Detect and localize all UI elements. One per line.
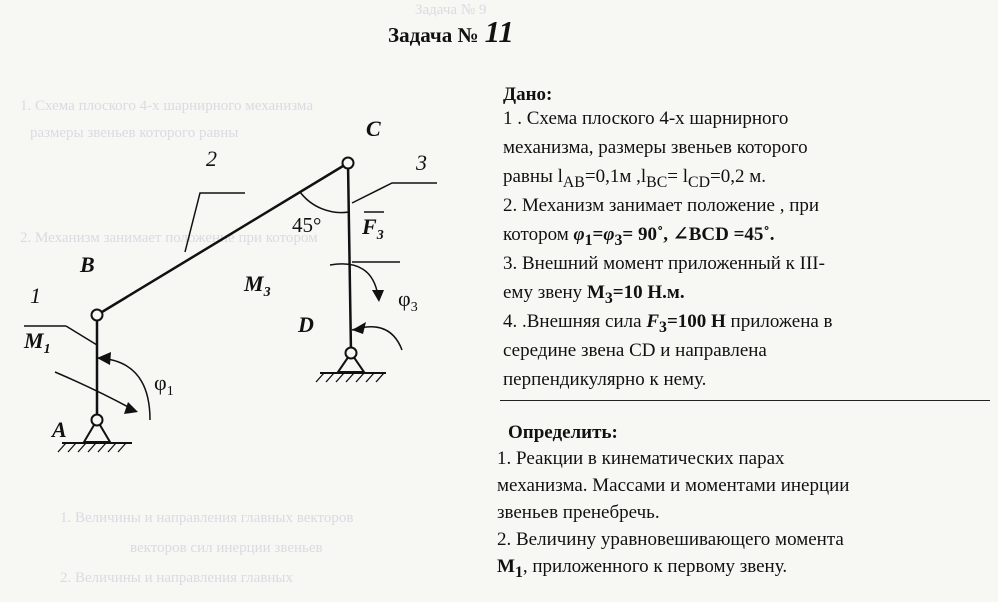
title-number: 11: [484, 14, 514, 49]
find-heading: Определить:: [508, 422, 618, 443]
given-line: 4. .Внешняя сила $F_3=100$ Н приложена в: [503, 311, 833, 336]
ghost-text: 2. Механизм занимает положение при котором: [20, 230, 318, 246]
leader-link-3: [352, 183, 437, 203]
joint-B: [92, 310, 103, 321]
given-line: перпендикулярно к нему.: [503, 369, 707, 390]
label-B: B: [80, 252, 95, 277]
ghost-text: Задача № 9: [415, 2, 487, 18]
given-line: механизма, размеры звеньев которого: [503, 137, 808, 158]
ghost-text: 1. Схема плоского 4-х шарнирного механизма: [20, 98, 313, 114]
given-line: равны $l_{AB}=0,1м$ $,l_{BC}= l_{CD}=0,2$ м.: [503, 166, 767, 191]
label-M1: $M_1$: [24, 328, 51, 357]
label-link-2: 2: [206, 146, 217, 171]
label-phi1: $\varphi_1$: [154, 370, 174, 399]
ghost-text: векторов сил инерции звеньев: [130, 540, 323, 556]
label-M3: $M_3$: [244, 271, 271, 300]
given-heading: Дано:: [503, 84, 553, 105]
label-C: C: [366, 116, 381, 141]
ghost-text: 2. Величины и направления главных: [60, 570, 294, 586]
label-phi3: $\varphi_3$: [398, 286, 418, 315]
label-link-1: 1: [30, 283, 41, 308]
given-line: 3. Внешний момент приложенный к III-: [503, 253, 825, 274]
joint-A: [92, 415, 103, 426]
moment-M1-arc: [55, 372, 130, 408]
joint-C: [343, 158, 354, 169]
given-line: середине звена CD и направлена: [503, 340, 767, 361]
given-line: 1 . Схема плоского 4-х шарнирного: [503, 108, 789, 129]
angle-arc-BCD: [300, 192, 349, 213]
given-line: ему звену $M_3=10$ Н.м.: [503, 282, 685, 307]
label-link-3: 3: [416, 150, 427, 175]
find-line: $M_1$, приложенного к первому звену.: [497, 556, 788, 581]
ghost-text: 1. Величины и направления главных векторов: [60, 510, 354, 526]
label-angle: 45°: [292, 213, 322, 237]
moment-M3-arc: [330, 264, 378, 296]
link-BC: [97, 163, 348, 315]
find-line: звеньев пренебречь.: [497, 502, 660, 523]
joint-D: [346, 348, 357, 359]
given-line: 2. Механизм занимает положение , при: [503, 195, 820, 216]
label-D: D: [298, 312, 314, 337]
link-CD: [348, 163, 351, 353]
find-line: 2. Величину уравновешивающего момента: [497, 529, 844, 550]
label-F3: $F_3$: [362, 214, 384, 243]
find-line: 1. Реакции в кинематических парах: [497, 448, 785, 469]
label-A: A: [52, 417, 67, 442]
find-line: механизма. Массами и моментами инерции: [497, 475, 850, 496]
given-line: котором $\varphi_1=\varphi_3=$ 90˚, ∠BCD =45˚.: [503, 224, 775, 249]
phi1-arc: [97, 358, 150, 420]
title-label: Задача №: [388, 23, 479, 47]
ghost-text: размеры звеньев которого равны: [30, 125, 239, 141]
